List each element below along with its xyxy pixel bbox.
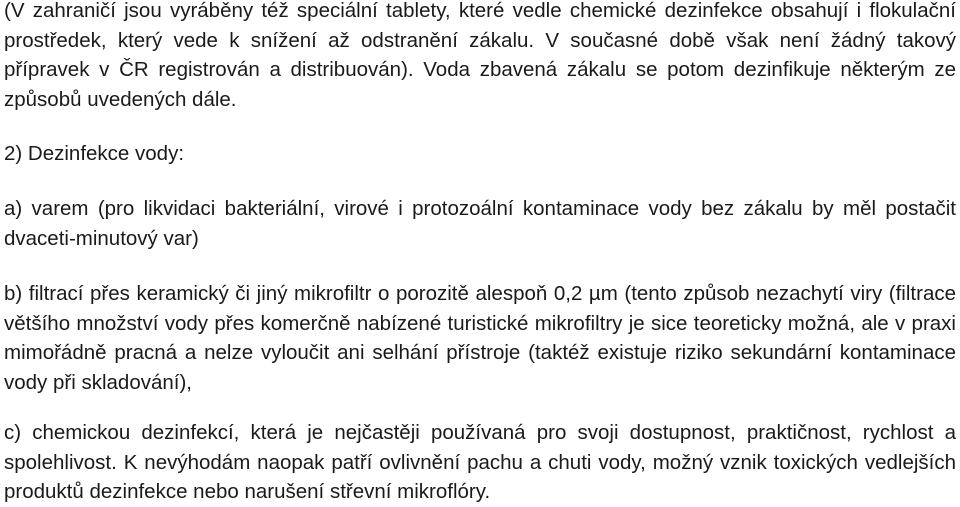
list-item-c: c) chemickou dezinfekcí, která je nejčastěji používaná pro svoji dostupnost, praktičnost, rychlost a spolehlivost. K nevýhodám naopak patří ovlivnění pachu a chuti vody, možný vznik toxických vedlejších produktů dezinfekce nebo narušení střevní mikroflóry.: [4, 421, 956, 503]
intro-paragraph: (V zahraničí jsou vyráběny též speciální tablety, které vedle chemické dezinfekce obsahují i flokulační prostředek, který vede k snížení až odstranění zákalu. V současné době však není žádný takový přípravek v ČR registrován a distribuován). Voda zbavená zákalu se potom dezinfikuje některým ze způsobů uvedených dále.: [4, 0, 956, 111]
list-item-b: b) filtrací přes keramický či jiný mikrofiltr o porozitě alespoň 0,2 µm (tento způsob nezachytí viry (filtrace většího množství vody přes komerčně nabízené turistické mikrofiltry je sice teoreticky možná, ale v praxi mimořádně pracná a nelze vyloučit ani selhání přístroje (taktéž existuje riziko sekundární kontaminace vody při skladování),: [4, 282, 956, 394]
section-heading: 2) Dezinfekce vody:: [4, 142, 185, 165]
list-item-a: a) varem (pro likvidaci bakteriální, virové i protozoální kontaminace vody bez zákalu by měl postačit dvaceti-minutový var): [4, 197, 956, 250]
